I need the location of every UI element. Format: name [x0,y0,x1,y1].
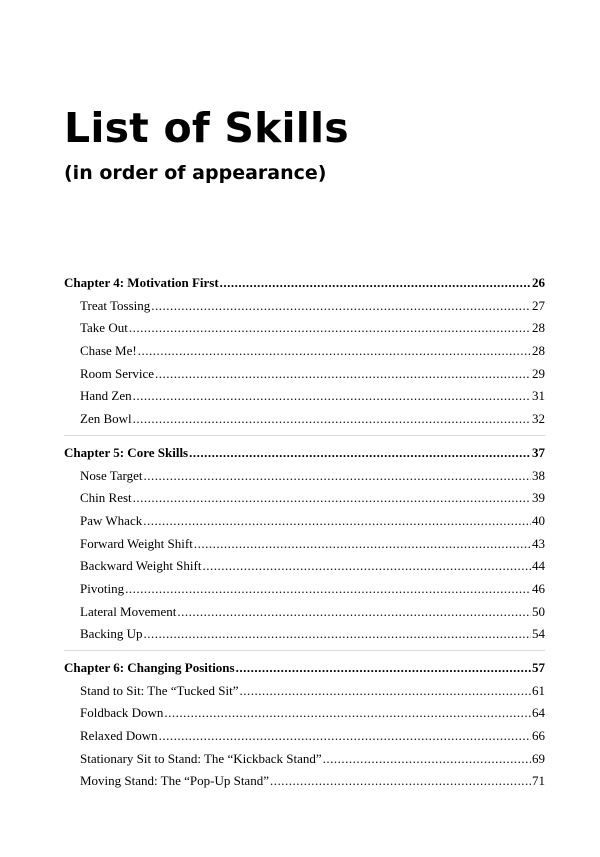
toc-entry[interactable] [64,702,545,725]
toc-page-number: 32 [532,411,545,427]
toc-page-number: 26 [532,275,545,290]
toc-entry-label: Stand to Sit: The “Tucked Sit” [80,682,239,698]
toc-entry[interactable] [64,770,545,793]
toc-entry-label: Foldback Down [80,705,164,721]
dot-leader [133,408,531,431]
toc-chapter-5 [64,435,545,646]
toc-entry-label: Forward Weight Shift [80,535,193,551]
toc-page-number: 66 [532,728,545,744]
toc-entry-label: Pivoting [80,580,125,596]
dot-leader [164,702,531,725]
toc-page-number: 27 [532,297,545,313]
dot-leader [159,725,531,748]
dot-leader [144,465,531,488]
toc-page-number: 38 [532,467,545,483]
dot-leader [125,578,531,601]
toc-chapter-heading[interactable] [64,442,545,465]
toc-entry[interactable] [64,340,545,363]
page-subtitle: (in order of appearance) [64,162,327,184]
toc-entry[interactable] [64,295,545,318]
dot-leader [236,657,531,680]
toc-entry[interactable] [64,680,545,703]
dot-leader [202,555,531,578]
toc-entry[interactable] [64,363,545,386]
toc-entry[interactable] [64,465,545,488]
toc-entry[interactable] [64,578,545,601]
toc-entry-label: Nose Target [80,467,143,483]
toc-chapter-heading[interactable] [64,657,545,680]
toc-entry[interactable] [64,533,545,556]
toc-chapter-label: Chapter 6: Changing Positions [64,660,235,675]
toc-entry[interactable] [64,385,545,408]
dot-leader [177,601,531,624]
toc-entry-label: Room Service [80,365,155,381]
toc-page-number: 46 [532,580,545,596]
dot-leader [138,340,531,363]
toc-entry[interactable] [64,510,545,533]
toc-entry-label: Hand Zen [80,388,132,404]
dot-leader [155,363,531,386]
toc-entry[interactable] [64,748,545,771]
dot-leader [133,487,531,510]
toc-page-number: 54 [532,626,545,642]
toc-page-number: 61 [532,682,545,698]
toc-entry-label: Stationary Sit to Stand: The “Kickback Stand” [80,750,322,766]
toc-entry-label: Treat Tossing [80,297,151,313]
dot-leader [323,748,531,771]
dot-leader [189,442,531,465]
toc-entry[interactable] [64,555,545,578]
toc-entry[interactable] [64,317,545,340]
toc-chapter-6 [64,650,545,793]
dot-leader [194,533,531,556]
toc-entry-label: Lateral Movement [80,603,177,619]
toc-entry-label: Backward Weight Shift [80,558,202,574]
toc-entry-label: Paw Whack [80,512,143,528]
dot-leader [143,623,531,646]
toc-entry[interactable] [64,601,545,624]
toc-page-number: 71 [532,773,545,789]
dot-leader [133,385,531,408]
toc-entry[interactable] [64,408,545,431]
toc-entry-label: Relaxed Down [80,728,158,744]
toc-page-number: 44 [532,558,545,574]
toc-entry-label: Chin Rest [80,490,132,506]
toc-entry-label: Moving Stand: The “Pop-Up Stand” [80,773,269,789]
toc-page-number: 57 [532,660,545,675]
toc-page-number: 69 [532,750,545,766]
toc-entry-label: Zen Bowl [80,411,132,427]
toc-page-number: 28 [532,320,545,336]
toc-chapter-label: Chapter 5: Core Skills [64,444,189,460]
toc-page-number: 39 [532,490,545,506]
toc-chapter-heading[interactable] [64,272,545,295]
toc-chapter-4 [64,272,545,431]
toc-page-number: 64 [532,705,545,721]
toc-entry-label: Take Out [80,320,128,336]
dot-leader [270,770,531,793]
toc-entry-label: Chase Me! [80,343,137,359]
toc-page-number: 50 [532,603,545,619]
dot-leader [151,295,531,318]
toc-chapter-label: Chapter 4: Motivation First [64,275,219,290]
toc-page-number: 37 [532,444,545,460]
dot-leader [220,272,531,295]
table-of-contents [64,272,545,797]
toc-page-number: 29 [532,365,545,381]
toc-entry[interactable] [64,487,545,510]
toc-page-number: 28 [532,343,545,359]
toc-page-number: 31 [532,388,545,404]
dot-leader [129,317,531,340]
toc-entry[interactable] [64,623,545,646]
toc-page-number: 43 [532,535,545,551]
toc-entry[interactable] [64,725,545,748]
toc-entry-label: Backing Up [80,626,143,642]
page-title: List of Skills [64,104,349,152]
toc-page-number: 40 [532,512,545,528]
dot-leader [143,510,531,533]
dot-leader [240,680,531,703]
